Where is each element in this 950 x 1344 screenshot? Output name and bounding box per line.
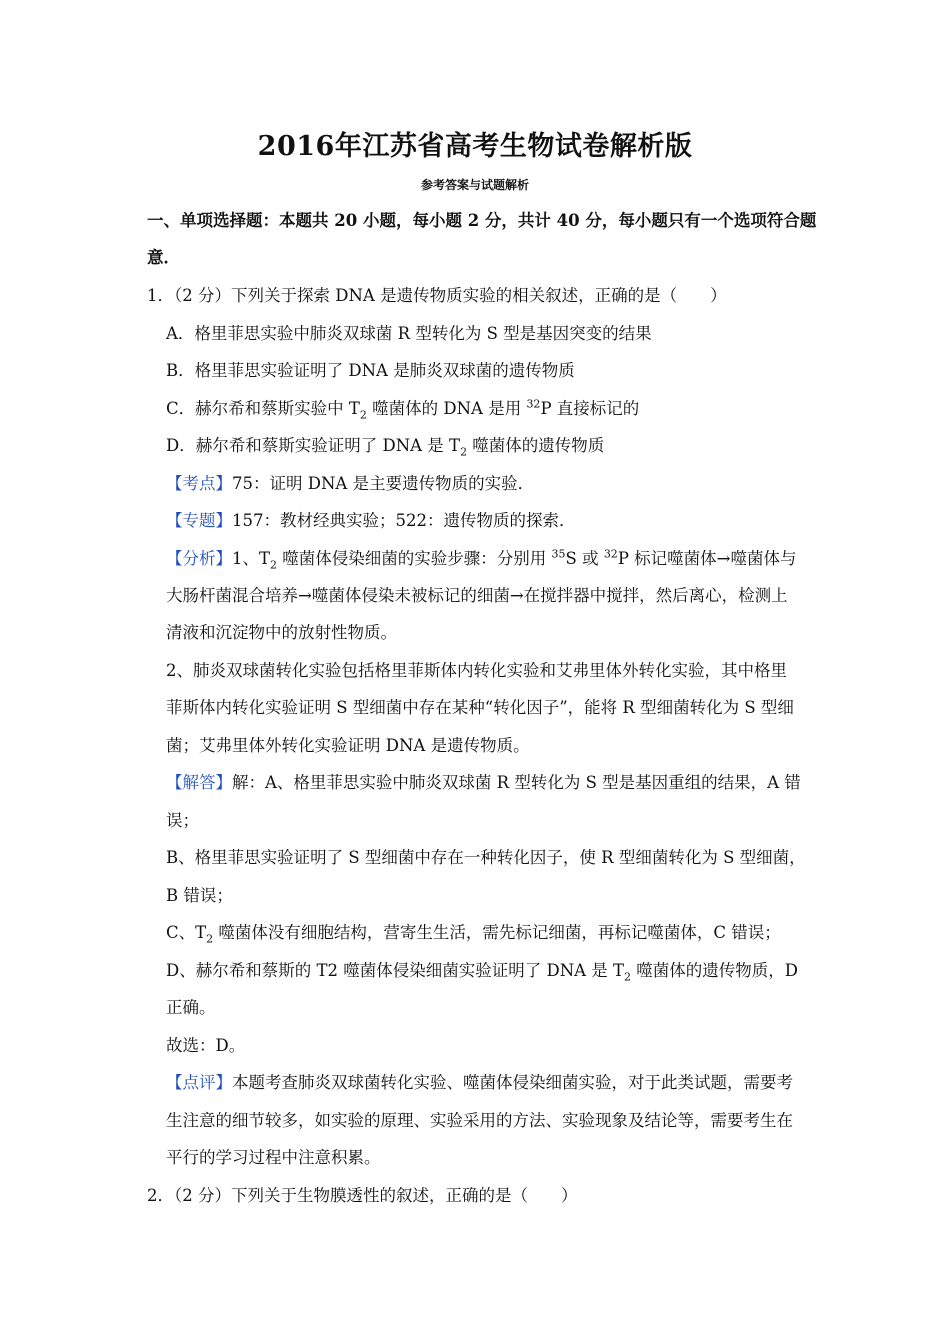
- fenxi-l1-d: P 标记噬菌体→噬菌体与: [617, 549, 797, 568]
- jieda-line-1: [166, 772, 801, 794]
- jieda-l1-text: 解：A、格里菲思实验中肺炎双球菌 R 型转化为 S 型是基因重组的结果，A 错: [232, 773, 801, 792]
- question-1-option-a: A．格里菲思实验中肺炎双球菌 R 型转化为 S 型是基因突变的结果: [166, 324, 652, 343]
- option-d-sub: 2: [460, 445, 468, 459]
- fenxi-l1-b: 噬菌体侵染细菌的实验步骤：分别用: [277, 549, 552, 568]
- document-subtitle: 参考答案与试题解析: [420, 178, 529, 192]
- dianping-line-2: 生注意的细节较多，如实验的原理、实验采用的方法、实验现象及结论等，需要考生在: [166, 1111, 793, 1130]
- fenxi-l1-sub: 2: [270, 558, 278, 572]
- fenxi-line-2: 大肠杆菌混合培养→噬菌体侵染未被标记的细菌→在搅拌器中搅拌，然后离心，检测上: [166, 586, 788, 605]
- option-c-text-3: P 直接标记的: [540, 399, 640, 418]
- fenxi-l1-sup1: 35: [551, 547, 566, 561]
- answer-line: 故选：D。: [166, 1036, 246, 1055]
- option-d-text-1: D．赫尔希和蔡斯实验证明了 DNA 是 T: [166, 436, 461, 455]
- question-1-option-c: [166, 398, 639, 420]
- jieda-b-line-1: B、格里菲思实验证明了 S 型细菌中存在一种转化因子，使 R 型细菌转化为 S 型细菌，: [166, 848, 806, 867]
- kaodian-tag: 【考点】: [166, 474, 232, 493]
- section-header: [147, 210, 817, 232]
- fenxi-l1-a: 1、T: [232, 549, 271, 568]
- jieda-d1-sub: 2: [624, 970, 632, 984]
- kaodian-text: 75：证明 DNA 是主要遗传物质的实验．: [232, 474, 535, 493]
- fenxi2-line-2: 菲斯体内转化实验证明 S 型细菌中存在某种“转化因子”，能将 R 型细菌转化为 S 型细: [166, 698, 794, 717]
- zhuanti-line: [166, 510, 576, 532]
- jieda-tag: 【解答】: [166, 773, 232, 792]
- fenxi-line-3: 清液和沉淀物中的放射性物质。: [166, 623, 397, 642]
- fenxi-l1-sup2: 32: [603, 547, 618, 561]
- jieda-line-2: 误；: [166, 811, 199, 830]
- fenxi2-line-3: 菌；艾弗里体外转化实验证明 DNA 是遗传物质。: [166, 736, 530, 755]
- dianping-line-1: [166, 1072, 793, 1094]
- option-d-text-2: 噬菌体的遗传物质: [467, 436, 605, 455]
- jieda-c-post: 噬菌体没有细胞结构，营寄生生活，需先标记细菌，再标记噬菌体，C 错误；: [213, 923, 781, 942]
- jieda-b-line-2: B 错误；: [166, 886, 233, 905]
- zhuanti-tag: 【专题】: [166, 511, 232, 530]
- option-c-text-2: 噬菌体的 DNA 是用: [366, 399, 527, 418]
- kaodian-line: [166, 473, 534, 495]
- jieda-d1-post: 噬菌体的遗传物质，D: [631, 961, 799, 980]
- question-1-option-b: B．格里菲思实验证明了 DNA 是肺炎双球菌的遗传物质: [166, 361, 575, 380]
- question-1-stem: 1．（2 分）下列关于探索 DNA 是遗传物质实验的相关叙述，正确的是（ ）: [147, 286, 727, 305]
- jieda-d-line-2: 正确。: [166, 998, 216, 1017]
- dianping-l1-text: 本题考查肺炎双球菌转化实验、噬菌体侵染细菌实验，对于此类试题，需要考: [232, 1073, 793, 1092]
- question-2-stem: 2．（2 分）下列关于生物膜透性的叙述，正确的是（ ）: [147, 1186, 578, 1205]
- zhuanti-text: 157：教材经典实验；522：遗传物质的探索．: [232, 511, 576, 530]
- jieda-c-sub: 2: [206, 932, 214, 946]
- fenxi-line-1: [166, 548, 797, 570]
- jieda-c-pre: C、T: [166, 923, 207, 942]
- question-1-option-d: [166, 435, 604, 457]
- fenxi2-line-1: 2、肺炎双球菌转化实验包括格里菲斯体内转化实验和艾弗里体外转化实验，其中格里: [166, 661, 787, 680]
- jieda-d-line-1: [166, 960, 798, 982]
- option-c-sup: 32: [526, 397, 541, 411]
- fenxi-tag: 【分析】: [166, 549, 232, 568]
- option-c-sub: 2: [359, 408, 367, 422]
- option-c-text-1: C．赫尔希和蔡斯实验中 T: [166, 399, 360, 418]
- jieda-c-line: [166, 922, 781, 944]
- section-header-line2: 意．: [147, 248, 180, 267]
- section-header-line1: 一、单项选择题：本题共 20 小题，每小题 2 分，共计 40 分，每小题只有一个选项符合题: [147, 211, 817, 230]
- dianping-tag: 【点评】: [166, 1073, 232, 1092]
- document-title: 2016年江苏省高考生物试卷解析版: [257, 131, 693, 162]
- dianping-line-3: 平行的学习过程中注意积累。: [166, 1148, 381, 1167]
- jieda-d1-pre: D、赫尔希和蔡斯的 T2 噬菌体侵染细菌实验证明了 DNA 是 T: [166, 961, 625, 980]
- fenxi-l1-c: S 或: [565, 549, 604, 568]
